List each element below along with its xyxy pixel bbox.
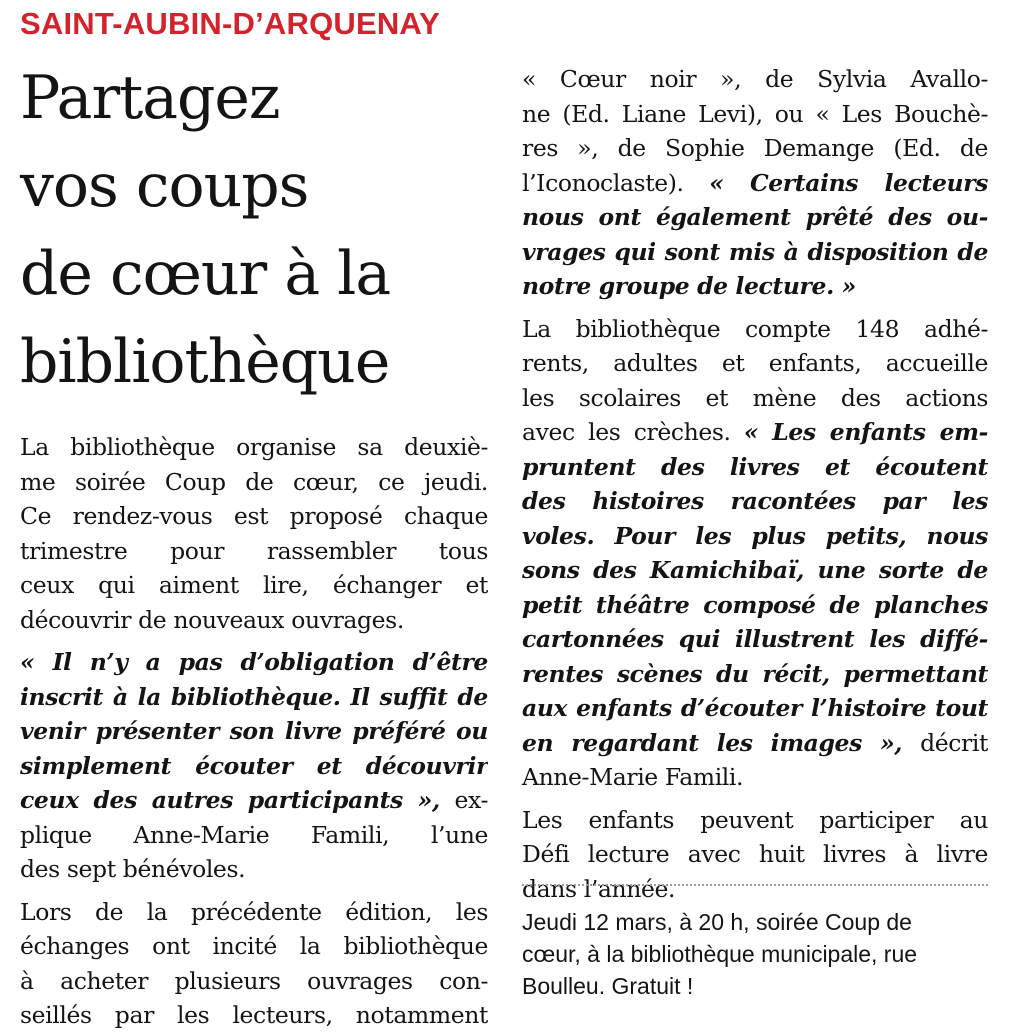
quote-text: venir présenter son livre préféré ou xyxy=(20,717,488,745)
left-column-line xyxy=(20,680,488,715)
body-text: décrit xyxy=(920,728,988,757)
quote-text: petit théâtre composé de planches xyxy=(522,590,988,619)
right-column-line xyxy=(522,760,988,795)
quote-text: « Certains lecteurs xyxy=(709,168,988,197)
left-column-line xyxy=(20,895,488,930)
body-text: échanges ont incité la bibliothèque xyxy=(20,932,488,960)
body-text: plique Anne-Marie Famili, l’une xyxy=(20,820,488,849)
right-column-line xyxy=(522,872,988,907)
left-column-line xyxy=(20,603,488,638)
quote-text: notre groupe de lecture. » xyxy=(522,272,856,300)
event-info-line: Jeudi 12 mars, à 20 h, soirée Coup de xyxy=(522,909,912,935)
body-text: à acheter plusieurs ouvrages con- xyxy=(20,966,488,995)
body-text: trimestre pour rassembler tous xyxy=(20,536,488,565)
body-text: La bibliothèque compte 148 adhé- xyxy=(522,314,988,343)
quote-text: « Les enfants em- xyxy=(743,418,988,446)
left-column-line xyxy=(20,929,488,964)
quote-text: voles. Pour les plus petits, nous xyxy=(522,521,988,550)
left-column-line xyxy=(20,465,488,500)
body-text: ceux qui aiment lire, échanger et xyxy=(20,571,488,599)
right-column-line xyxy=(522,97,988,132)
quote-text: ceux des autres participants », xyxy=(20,786,455,814)
paragraph-gap xyxy=(20,887,488,895)
event-info-line: Boulleu. Gratuit ! xyxy=(522,973,694,999)
quote-text: sons des Kamichibaï, une sorte de xyxy=(522,556,988,584)
right-column-line xyxy=(522,381,988,416)
left-column-line xyxy=(20,749,488,784)
event-info-line: cœur, à la bibliothèque municipale, rue xyxy=(522,941,918,967)
event-info-box xyxy=(522,906,988,1002)
right-column-line xyxy=(522,519,988,554)
quote-text: rentes scènes du récit, permettant xyxy=(522,659,988,688)
right-column-line xyxy=(522,657,988,692)
dotted-separator xyxy=(522,884,988,886)
body-text: me soirée Coup de cœur, ce jeudi. xyxy=(20,467,488,496)
body-text: les scolaires et mène des actions xyxy=(522,383,988,412)
quote-text: aux enfants d’écouter l’histoire tout xyxy=(522,694,988,722)
quote-text: cartonnées qui illustrent les diffé- xyxy=(522,625,988,653)
headline-line: de cœur à la xyxy=(20,239,391,309)
right-column-line xyxy=(522,312,988,347)
right-column-line xyxy=(522,62,988,97)
left-column-line xyxy=(20,964,488,999)
paragraph-gap xyxy=(522,795,988,803)
quote-text: simplement écouter et découvrir xyxy=(20,751,488,780)
right-column-line xyxy=(522,484,988,519)
right-column-line xyxy=(522,837,988,872)
right-column-line xyxy=(522,691,988,726)
body-text: La bibliothèque organise sa deuxiè- xyxy=(20,433,488,461)
body-text: ne (Ed. Liane Levi), ou « Les Bouchè- xyxy=(522,99,988,128)
body-text: Lors de la précédente édition, les xyxy=(20,897,488,926)
left-column-line xyxy=(20,998,488,1033)
left-column-line xyxy=(20,499,488,534)
right-column-line xyxy=(522,588,988,623)
right-column-line xyxy=(522,553,988,588)
headline-line: bibliothèque xyxy=(20,327,390,397)
body-text: découvrir de nouveaux ouvrages. xyxy=(20,605,404,634)
body-text: Anne-Marie Famili. xyxy=(522,763,744,791)
body-text: ex- xyxy=(454,786,488,814)
body-text: Défi lecture avec huit livres à livre xyxy=(522,840,988,868)
headline-line: vos coups xyxy=(20,151,309,221)
left-column-line xyxy=(20,430,488,465)
body-text: Les enfants peuvent participer au xyxy=(522,805,988,834)
right-column-line xyxy=(522,726,988,761)
body-text: des sept bénévoles. xyxy=(20,855,246,883)
right-column-line xyxy=(522,166,988,201)
right-column-line xyxy=(522,803,988,838)
body-text: Ce rendez-vous est proposé chaque xyxy=(20,502,488,530)
right-column-line xyxy=(522,200,988,235)
right-column-line xyxy=(522,131,988,166)
right-column-line xyxy=(522,622,988,657)
quote-text: pruntent des livres et écoutent xyxy=(522,452,988,481)
left-column-line xyxy=(20,714,488,749)
body-text: avec les crèches. xyxy=(522,418,744,446)
article-column-left xyxy=(20,430,488,1033)
quote-text: nous ont également prêté des ou- xyxy=(522,203,988,231)
left-column-line xyxy=(20,645,488,680)
left-column-line xyxy=(20,852,488,887)
article-column-right xyxy=(522,62,988,906)
kicker-location: SAINT-AUBIN-D’ARQUENAY xyxy=(20,6,441,41)
body-text: dans l’année. xyxy=(522,874,676,903)
left-column-line xyxy=(20,534,488,569)
body-text: l’Iconoclaste). xyxy=(522,168,710,197)
quote-text: en regardant les images », xyxy=(522,728,921,757)
quote-text: des histoires racontées par les xyxy=(522,487,988,515)
left-column-line xyxy=(20,818,488,853)
paragraph-gap xyxy=(20,637,488,645)
left-column-line xyxy=(20,783,488,818)
right-column-line xyxy=(522,269,988,304)
left-column-line xyxy=(20,568,488,603)
quote-text: « Il n’y a pas d’obligation d’être xyxy=(20,648,488,676)
right-column-line xyxy=(522,346,988,381)
right-column-line xyxy=(522,415,988,450)
paragraph-gap xyxy=(522,304,988,312)
body-text: rents, adultes et enfants, accueille xyxy=(522,349,988,377)
right-column-line xyxy=(522,450,988,485)
headline-line: Partagez xyxy=(20,63,280,133)
body-text: seillés par les lecteurs, notamment xyxy=(20,1001,488,1029)
body-text: « Cœur noir », de Sylvia Avallo- xyxy=(522,65,988,93)
quote-text: vrages qui sont mis à disposition de xyxy=(522,237,988,266)
headline xyxy=(20,54,490,406)
right-column-line xyxy=(522,235,988,270)
quote-text: inscrit à la bibliothèque. Il suffit de xyxy=(20,682,488,711)
body-text: res », de Sophie Demange (Ed. de xyxy=(522,134,988,162)
